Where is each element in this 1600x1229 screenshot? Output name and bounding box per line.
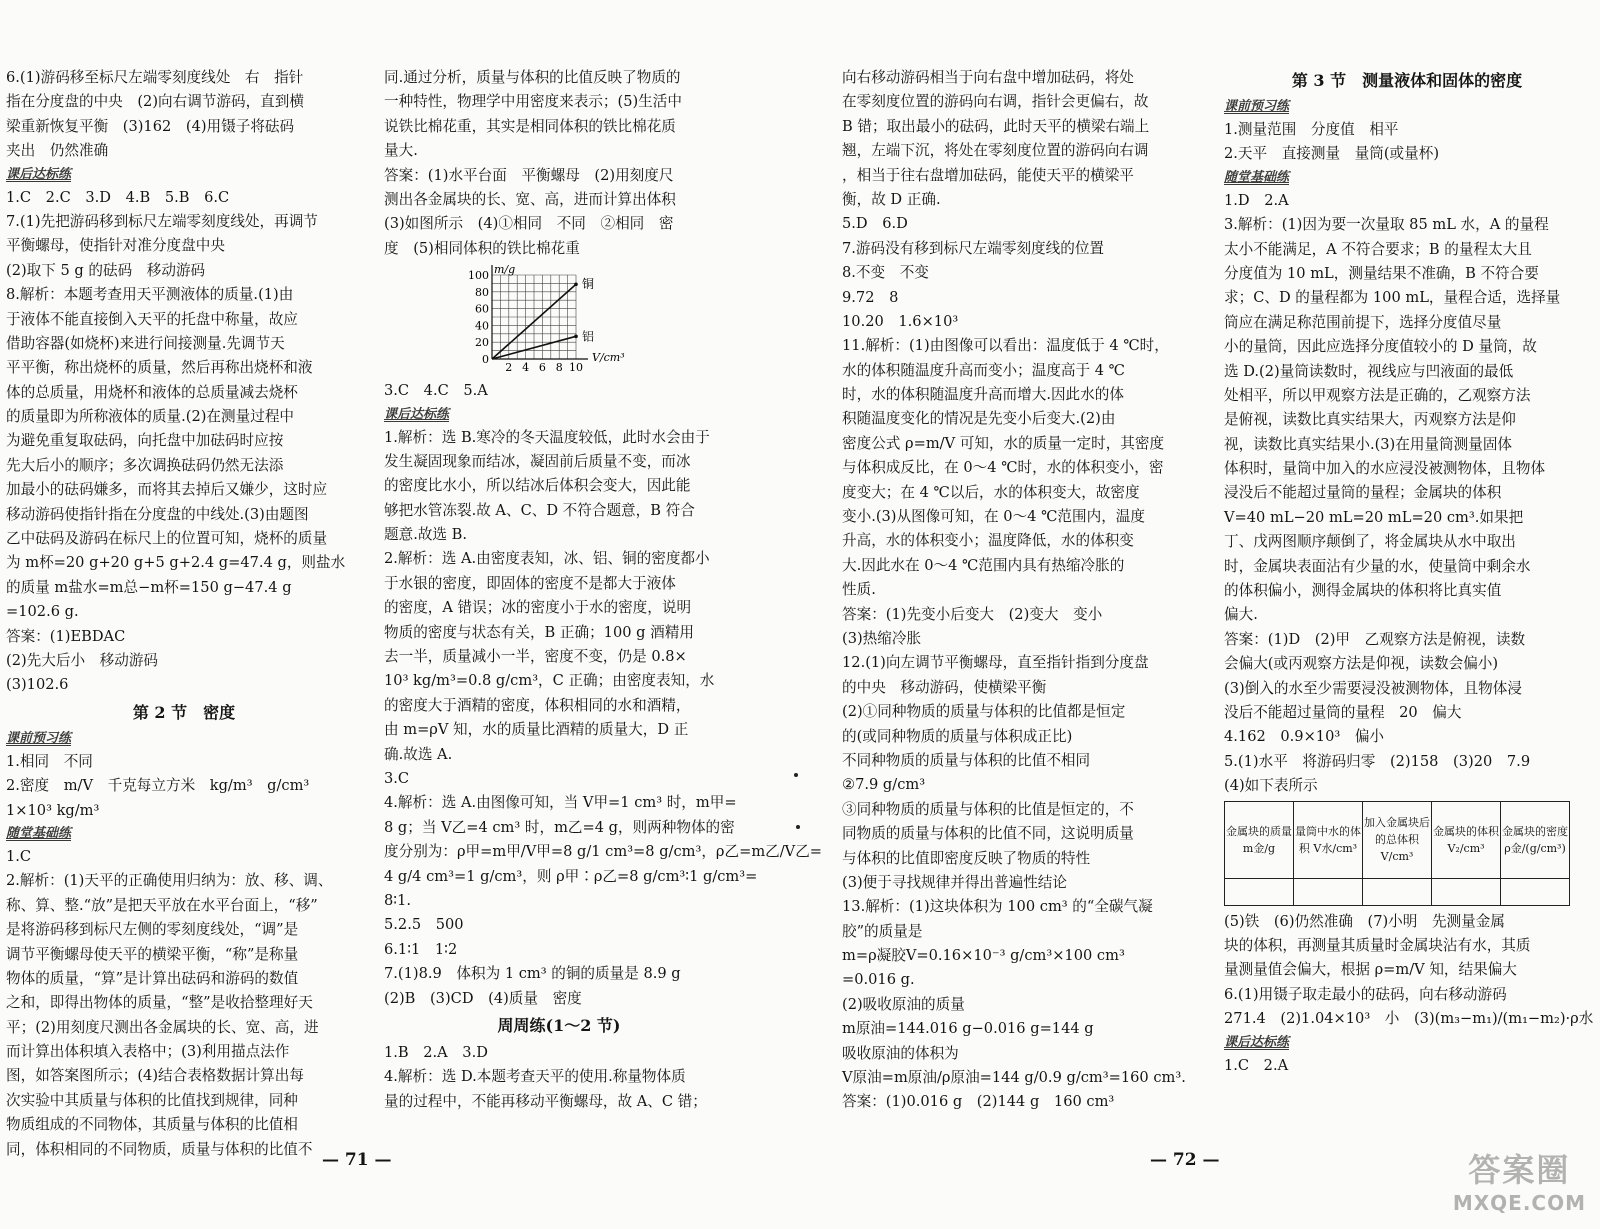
text-line: (2)B (3)CD (4)质量 密度 [384, 989, 582, 1007]
table-cell [1363, 878, 1432, 905]
text-line: 7.(1)先把游码移到标尺左端零刻度线处，再调节 [6, 212, 318, 230]
text-line: 与体积成反比，在 0～4 ℃时，水的体积变小，密 [842, 459, 1164, 477]
text-line: 1.相同 不同 [6, 752, 93, 770]
text-line: 浸没后不能超过量筒的量程；金属块的体积 [1224, 484, 1502, 502]
table-header-cell: 量筒中水的体积 V水/cm³ [1294, 801, 1363, 878]
text-line: 2.解析：选 A.由密度表知，冰、铝、铜的密度都小 [384, 550, 710, 568]
text-line: 的密度大于酒精的密度，体积相同的水和酒精， [384, 696, 691, 714]
text-line: 2.天平 直接测量 量筒(或量杯) [1224, 145, 1440, 163]
text-line: 3.解析：(1)因为要一次量取 85 mL 水，A 的量程 [1224, 216, 1549, 234]
text-line: 1.C 2.A [1224, 1056, 1289, 1074]
text-line: 8∶1. [384, 891, 412, 909]
text-line: 移动游码使指针指在分度盘的中线处.(3)由题图 [6, 505, 309, 523]
x-axis-label: V/cm³ [592, 351, 625, 365]
text-line: 平；(2)用刻度尺测出各金属块的长、宽、高，进 [6, 1018, 319, 1036]
text-line: 为 m杯=20 g+20 g+5 g+2.4 g=47.4 g，则盐水 [6, 554, 346, 572]
table-header-cell: 金属块的体积 V₂/cm³ [1432, 801, 1501, 878]
text-line: (3)102.6 [6, 676, 69, 694]
text-line: 块的体积，再测量其质量时金属块沾有水，其质 [1224, 936, 1531, 954]
x-tick-label: 4 [522, 361, 530, 375]
text-line: 量测量值会偏大，根据 ρ=m/V 知，结果偏大 [1224, 961, 1517, 979]
y-axis-label: m/g [494, 263, 516, 277]
x-tick-label: 8 [555, 361, 563, 375]
text-line: 2.解析：(1)天平的正确使用归纳为：放、移、调、 [6, 872, 333, 890]
text-line: 1.测量范围 分度值 相平 [1224, 121, 1399, 138]
text-line: 量大. [384, 142, 418, 160]
text-line: 的质量 m盐水=m总−m杯=150 g−47.4 g [6, 578, 292, 596]
gutter-mark [796, 825, 800, 829]
text-line: 丁、戊两图顺序颠倒了，将金属块从水中取出 [1224, 533, 1516, 551]
text-line: 的(或同种物质的质量与体积成正比) [842, 727, 1073, 745]
text-line: 量的过程中，不能再移动平衡螺母，故 A、C 错； [384, 1092, 707, 1110]
text-line: 5.(1)水平 将游码归零 (2)158 (3)20 7.9 [1224, 752, 1531, 770]
table-header-cell: 金属块的密度 ρ金/(g/cm³) [1501, 801, 1570, 878]
text-line: B 错；取出最小的砝码，此时天平的横梁右端上 [842, 117, 1150, 135]
text-line: 调节平衡螺母使天平的横梁平衡，“称”是称量 [6, 945, 299, 963]
series-label: 铝 [582, 329, 595, 344]
text-line: 物体的质量，“算”是计算出砝码和游码的数值 [6, 969, 299, 987]
text-line: 于水银的密度，即固体的密度不是都大于液体 [384, 574, 676, 592]
text-line: 衡，故 D 正确. [842, 190, 941, 208]
text-line: 为避免重复取砝码，向托盘中加砝码时应按 [6, 432, 284, 450]
text-line: =102.6 g. [6, 603, 79, 621]
text-line: 10³ kg/m³=0.8 g/cm³，C 正确；由密度表知，水 [384, 672, 715, 690]
section-title: 周周练(1～2 节) [497, 1015, 621, 1035]
section-label: 课前预习练 [1224, 99, 1290, 114]
text-line: 10.20 1.6×10³ [842, 312, 959, 330]
text-line: 8.不变 不变 [842, 264, 929, 282]
text-line: 大.因此水在 0～4 ℃范围内具有热缩冷胀的 [842, 556, 1125, 574]
text-line: 5.D 6.D [842, 215, 908, 233]
text-line: 梁重新恢复平衡 (3)162 (4)用镊子将砝码 [6, 117, 295, 135]
text-line: ，相当于往右盘增加砝码，能使天平的横梁平 [842, 166, 1134, 184]
text-line: 6.1∶1 1∶2 [384, 940, 458, 958]
text-line: =0.016 g. [842, 971, 915, 989]
text-line: 4 g/4 cm³=1 g/cm³，则 ρ甲∶ρ乙=8 g/cm³∶1 g/cm³= [384, 867, 758, 885]
table-cell [1294, 878, 1363, 905]
gutter-mark [794, 773, 798, 777]
text-line: 测出各金属块的长、宽、高，进而计算出体积 [384, 190, 676, 208]
text-line: m原油=144.016 g−0.016 g=144 g [842, 1020, 1094, 1038]
text-line: 偏大. [1224, 606, 1258, 624]
text-line: 次实验中其质量与体积的比值找到规律，同种 [6, 1091, 298, 1109]
text-line: 由 m=ρV 知，水的质量比酒精的质量大，D 正 [384, 721, 689, 739]
y-tick-label: 100 [468, 269, 489, 283]
text-line: 之和，即得出物体的质量，“整”是收拾整理好天 [6, 994, 313, 1012]
table-header-row [1225, 801, 1570, 878]
text-line: 271.4 (2)1.04×10³ 小 (3)(m₃−m₁)/(m₁−m₂)·ρ水 [1224, 1010, 1594, 1028]
text-line: 乙中砝码及游码在标尺上的位置可知，烧杯的质量 [6, 530, 328, 548]
text-line: 是将游码移到标尺左侧的零刻度线处，“调”是 [6, 921, 299, 939]
text-line: 1.C 2.C 3.D 4.B 5.B 6.C [6, 188, 230, 206]
text-line: (3)倒入的水至少需要浸没被测物体，且物体浸 [1224, 679, 1522, 697]
text-line: 1.解析：选 B.寒冷的冬天温度较低，此时水会由于 [384, 428, 710, 446]
data-table [1224, 801, 1570, 906]
text-line: 不同种物质的质量与体积的比值不相同 [842, 751, 1091, 769]
page72-left-column [842, 66, 1200, 1115]
table-header-cell: 加入金属块后的总体积 V/cm³ [1363, 801, 1432, 878]
text-line: 会偏大(或丙观察方法是仰视，读数会偏小) [1224, 655, 1499, 673]
text-line: 1.B 2.A 3.D [384, 1043, 488, 1061]
text-line: 度分别为：ρ甲=m甲/V甲=8 g/1 cm³=8 g/cm³，ρ乙=m乙/V乙= [384, 843, 823, 861]
text-line: 5.2.5 500 [384, 916, 464, 934]
text-line: 时，水的体积随温度升高而增大.因此水的体 [842, 386, 1124, 404]
text-line: 密度公式 ρ=m/V 可知，水的质量一定时，其密度 [842, 434, 1165, 452]
text-line: 物质组成的不同物体，其质量与体积的比值相 [6, 1116, 298, 1134]
text-line: 时，金属块表面沾有少量的水，使量筒中剩余水 [1224, 557, 1531, 575]
text-line: m=ρ凝胶V=0.16×10⁻³ g/cm³×100 cm³ [842, 947, 1125, 965]
text-line: (4)如下表所示 [1224, 777, 1318, 795]
text-line: 答案：(1)水平台面 平衡螺母 (2)用刻度尺 [384, 166, 674, 184]
text-line: 的密度，A 错误；冰的密度小于水的密度，说明 [384, 599, 692, 617]
table-row [1225, 878, 1570, 905]
text-line: 1.C [6, 847, 32, 865]
text-line: (2)吸收原油的质量 [842, 995, 965, 1013]
page71-left-column [6, 66, 362, 1162]
text-line: 求；C、D 的量程都为 100 mL，量程合适，选择量 [1224, 289, 1561, 307]
text-line: 夹出 仍然准确 [6, 142, 109, 160]
section-label: 课后达标练 [384, 406, 450, 422]
text-line: 的质量即为所称液体的质量.(2)在测量过程中 [6, 408, 295, 426]
text-line: 向右移动游码相当于向右盘中增加砝码，将处 [842, 69, 1134, 86]
text-line: 水的体积随温度升高而变小；温度高于 4 ℃ [842, 361, 1125, 379]
text-line: 平平衡，称出烧杯的质量，然后再称出烧杯和液 [6, 359, 313, 377]
text-line: 在零刻度位置的游码向右调，指针会更偏右，故 [842, 93, 1149, 111]
text-line: 胶”的质量是 [842, 922, 923, 940]
text-line: 于液体不能直接倒入天平的托盘中称量，故应 [6, 310, 298, 328]
text-line: 答案：(1)EBDAC [6, 627, 126, 645]
text-line: 变小.(3)从图像可知，在 0～4 ℃范围内，温度 [842, 508, 1145, 526]
text-line: 同，体积相同的不同物质，质量与体积的比值不 [6, 1140, 313, 1158]
text-line: 6.(1)用镊子取走最小的砝码，向右移动游码 [1224, 985, 1507, 1003]
text-line: 的体积偏小，测得金属块的体积将比真实值 [1224, 582, 1502, 600]
text-line: 发生凝固现象而结冰，凝固前后质量不变，而冰 [384, 452, 691, 470]
text-line: 4.162 0.9×10³ 偏小 [1224, 728, 1385, 746]
text-line: 没后不能超过量筒的量程 20 偏大 [1224, 703, 1462, 721]
watermark-text: 答案圈 [1468, 1151, 1571, 1189]
table-header-cell: 金属块的质量 m金/g [1225, 801, 1294, 878]
text-line: 的密度比水小，所以结冰后体积会变大，因此能 [384, 477, 691, 495]
text-line: (3)便于寻找规律并得出普遍性结论 [842, 873, 1067, 891]
text-line: 物质的密度与状态有关，B 正确；100 g 酒精用 [384, 623, 694, 641]
text-line: 处相平，所以甲观察方法是正确的，乙观察方法 [1224, 386, 1531, 404]
y-tick-label: 60 [475, 302, 489, 316]
text-line: 度 (5)相同体积的铁比棉花重 [384, 239, 580, 257]
text-line: 同物质的质量与体积的比值不同，这说明质量 [842, 825, 1134, 843]
text-line: 图，如答案图所示；(4)结合表格数据计算出每 [6, 1067, 304, 1085]
text-line: 的中央 移动游码，使横梁平衡 [842, 678, 1047, 696]
text-line: 够把水管冻裂.故 A、C、D 不符合题意，B 符合 [384, 501, 695, 519]
text-line: 一种特性，物理学中用密度来表示；(5)生活中 [384, 93, 682, 111]
text-line: ②7.9 g/cm³ [842, 776, 926, 794]
text-line: V原油=m原油/ρ原油=144 g/0.9 g/cm³=160 cm³. [842, 1069, 1186, 1087]
text-line: 4.解析：选 A.由图像可知，当 V甲=1 cm³ 时，m甲= [384, 794, 737, 812]
text-line: 选 D.(2)量筒读数时，视线应与凹液面的最低 [1224, 362, 1514, 380]
text-line: ③同种物质的质量与体积的比值是恒定的，不 [842, 800, 1134, 818]
mass-volume-chart [462, 263, 642, 375]
text-line: 加最小的砝码嫌多，而将其去掉后又嫌少，这时应 [6, 481, 328, 499]
text-line: 1.D 2.A [1224, 191, 1289, 209]
text-line: 小的量筒，因此应选择分度值较小的 D 量筒，故 [1224, 338, 1537, 356]
text-line: 与体积的比值即密度反映了物质的特性 [842, 849, 1091, 867]
x-tick-label: 2 [505, 361, 513, 375]
y-tick-label: 80 [475, 285, 489, 299]
text-line: 体积时，量筒中加入的水应浸没被测物体，且物体 [1224, 460, 1546, 478]
text-line: 4.解析：选 D.本题考查天平的使用.称量物体质 [384, 1068, 686, 1086]
text-line: 7.游码没有移到标尺左端零刻度线的位置 [842, 239, 1105, 257]
table-cell [1225, 878, 1294, 905]
text-line: 升高，水的体积变小；温度降低，水的体积变 [842, 532, 1134, 550]
text-line: 7.(1)8.9 体积为 1 cm³ 的铜的质量是 8.9 g [384, 965, 681, 983]
text-line: 平衡螺母，使指针对准分度盘中央 [6, 237, 225, 255]
text-line: 分度值为 10 mL，测量结果不准确，B 不符合要 [1224, 264, 1539, 282]
text-line: (2)取下 5 g 的砝码 移动游码 [6, 261, 206, 279]
text-line: 8 g；当 V乙=4 cm³ 时，m乙=4 g，则两种物体的密 [384, 818, 735, 836]
text-line: 同.通过分析，质量与体积的比值反映了物质的 [384, 69, 681, 86]
text-line: (3)如图所示 (4)①相同 不同 ②相同 密 [384, 215, 674, 233]
watermark-url: MXQE.COM [1452, 1191, 1586, 1215]
text-line: 8.解析：本题考查用天平测液体的质量.(1)由 [6, 286, 294, 304]
text-line: 太小不能满足，A 不符合要求；B 的量程太大且 [1224, 240, 1532, 258]
text-line: 是俯视，读数比真实结果大，丙观察方法是仰 [1224, 411, 1516, 429]
text-line: 翘，左端下沉，将处在零刻度位置的游码向右调 [842, 142, 1149, 160]
watermark-logo [1453, 1145, 1586, 1215]
text-line: 3.C 4.C 5.A [384, 382, 488, 400]
text-line: 答案：(1)先变小后变大 (2)变大 变小 [842, 605, 1103, 623]
table-cell [1432, 878, 1501, 905]
series-point [574, 283, 578, 287]
text-line: V=40 mL−20 mL=20 mL=20 cm³.如果把 [1224, 508, 1524, 526]
y-tick-label: 20 [475, 336, 489, 350]
table-cell [1501, 878, 1570, 905]
section-label: 随堂基础练 [1224, 169, 1290, 185]
text-line: 2.密度 m/V 千克每立方米 kg/m³ g/cm³ [6, 777, 310, 795]
section-label: 课后达标练 [1224, 1034, 1290, 1050]
section-label: 课后达标练 [6, 166, 72, 182]
text-line: 12.(1)向左调节平衡螺母，直至指针指到分度盘 [842, 654, 1149, 672]
text-line: (2)先大后小 移动游码 [6, 651, 159, 669]
text-line: 确.故选 A. [384, 745, 453, 763]
text-line: 题意.故选 B. [384, 526, 468, 544]
page72-right-column [1224, 66, 1594, 1078]
section-title: 第 3 节 测量液体和固体的密度 [1291, 71, 1523, 90]
y-tick-label: 40 [475, 319, 489, 333]
page-number-72: — 72 — [1150, 1150, 1220, 1170]
series-label: 铜 [582, 277, 595, 292]
section-label: 随堂基础练 [6, 825, 72, 841]
text-line: (2)①同种物质的质量与体积的比值都是恒定 [842, 703, 1126, 721]
text-line: (5)铁 (6)仍然准确 (7)小明 先测量金属 [1224, 912, 1505, 930]
text-line: 1×10³ kg/m³ [6, 801, 100, 819]
text-line: 先大后小的顺序；多次调换砝码仍然无法添 [6, 456, 284, 474]
text-line: 11.解析：(1)由图像可以看出：温度低于 4 ℃时， [842, 337, 1169, 355]
text-line: 13.解析：(1)这块体积为 100 cm³ 的“全碳气凝 [842, 898, 1153, 916]
text-line: (3)热缩冷胀 [842, 629, 922, 647]
series-point [574, 335, 578, 339]
text-line: 6.(1)游码移至标尺左端零刻度线处 右 指针 [6, 69, 304, 86]
text-line: 借助容器(如烧杯)来进行间接测量.先调节天 [6, 334, 285, 352]
text-line: 说铁比棉花重，其实是相同体积的铁比棉花质 [384, 117, 676, 135]
text-line: 度变大；在 4 ℃以后，水的体积变大，故密度 [842, 483, 1140, 501]
text-line: 性质. [842, 581, 876, 599]
section-label: 课前预习练 [6, 730, 72, 746]
text-line: 3.C [384, 769, 410, 787]
text-line: 视，读数比真实结果小.(3)在用量筒测量固体 [1224, 435, 1513, 453]
text-line: 筒应在满足称范围前提下，选择分度值尽量 [1224, 313, 1502, 331]
text-line: 答案：(1)D (2)甲 乙观察方法是俯视，读数 [1224, 630, 1526, 648]
page71-right-column [384, 66, 823, 1114]
text-line: 答案：(1)0.016 g (2)144 g 160 cm³ [842, 1093, 1115, 1111]
text-line: 指在分度盘的中央 (2)向右调节游码，直到横 [6, 93, 304, 111]
x-tick-label: 6 [538, 361, 546, 375]
section-title: 第 2 节 密度 [132, 702, 236, 722]
text-line: 9.72 8 [842, 288, 899, 306]
text-line: 去一半，质量减小一半，密度不变，仍是 0.8× [384, 648, 687, 666]
text-line: 称、算、整.“放”是把天平放在水平台面上，“移” [6, 896, 318, 914]
text-line: 体的总质量，用烧杯和液体的总质量减去烧杯 [6, 383, 298, 401]
page-number-71: — 71 — [322, 1150, 392, 1170]
y-tick-label: 0 [482, 353, 489, 367]
text-line: 吸收原油的体积为 [842, 1044, 959, 1062]
text-line: 积随温度变化的情况是先变小后变大.(2)由 [842, 410, 1116, 428]
text-line: 而计算出体积填入表格中；(3)利用描点法作 [6, 1043, 290, 1061]
x-tick-label: 10 [569, 361, 583, 375]
